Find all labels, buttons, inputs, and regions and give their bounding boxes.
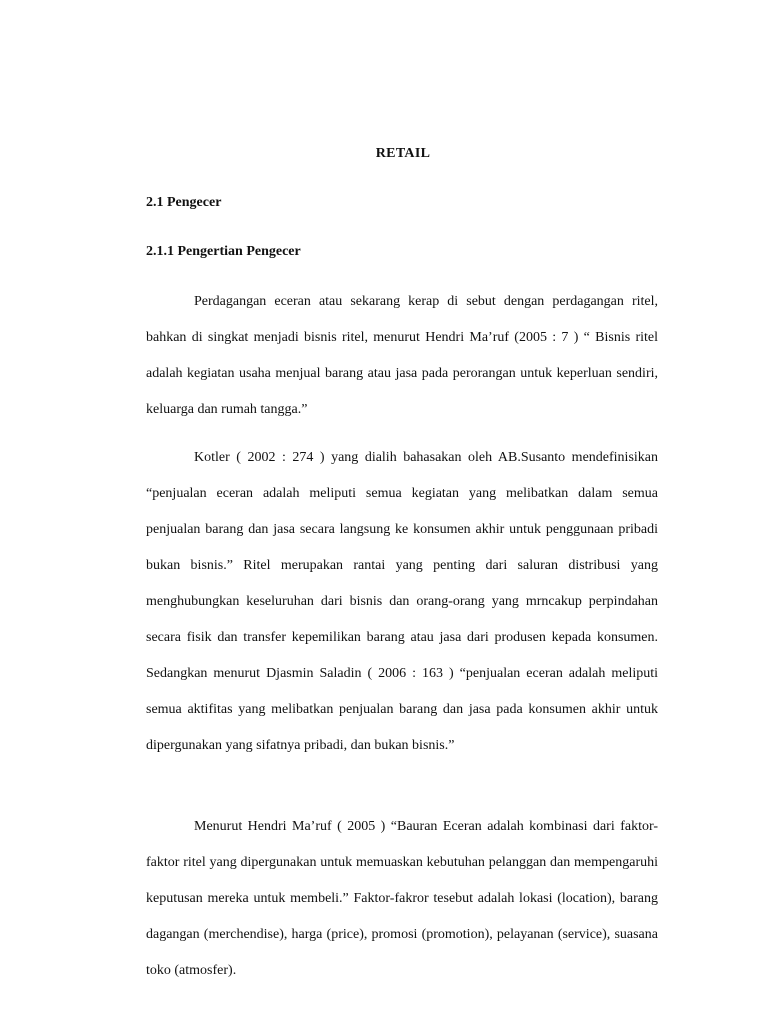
document-title: RETAIL <box>375 146 431 161</box>
paragraph-retail-mix: Menurut Hendri Ma’ruf ( 2005 ) “Bauran Eceran adalah kombinasi dari faktor-faktor ritel yang dipergunakan untuk memuaskan kebutuhan pelanggan dan mempengaruhi keputusan mereka untuk membeli.” Faktor-fakror tesebut adalah lokasi (location), barang dagangan (merchendise), harga (price), promosi (promotion), pelayanan (service), suasana toko (atmosfer). <box>146 819 658 978</box>
subsection-heading: 2.1.1 Pengertian Pengecer <box>146 244 301 259</box>
paragraph-retail-definition: Perdagangan eceran atau sekarang kerap di sebut dengan perdagangan ritel, bahkan di singkat menjadi bisnis ritel, menurut Hendri Ma’ruf (2005 : 7 ) “ Bisnis ritel adalah kegiatan usaha menjual barang atau jasa pada perorangan untuk keperluan sendiri, keluarga dan rumah tangga.” <box>146 294 658 417</box>
section-heading: 2.1 Pengecer <box>146 195 222 210</box>
paragraph-kotler-definition: Kotler ( 2002 : 274 ) yang dialih bahasakan oleh AB.Susanto mendefinisikan “penjualan eceran adalah meliputi semua kegiatan yang melibatkan dalam semua penjualan barang dan jasa secara langsung ke konsumen akhir untuk penggunaan pribadi bukan bisnis.” Ritel merupakan rantai yang penting dari saluran distribusi yang menghubungkan keseluruhan dari bisnis dan orang-orang yang mrncakup perpindahan secara fisik dan transfer kepemilikan barang atau jasa dari produsen kepada konsumen. Sedangkan menurut Djasmin Saladin ( 2006 : 163 ) “penjualan eceran adalah meliputi semua aktifitas yang melibatkan penjualan barang dan jasa pada konsumen akhir untuk dipergunakan yang sifatnya pribadi, dan bukan bisnis.” <box>146 450 658 753</box>
